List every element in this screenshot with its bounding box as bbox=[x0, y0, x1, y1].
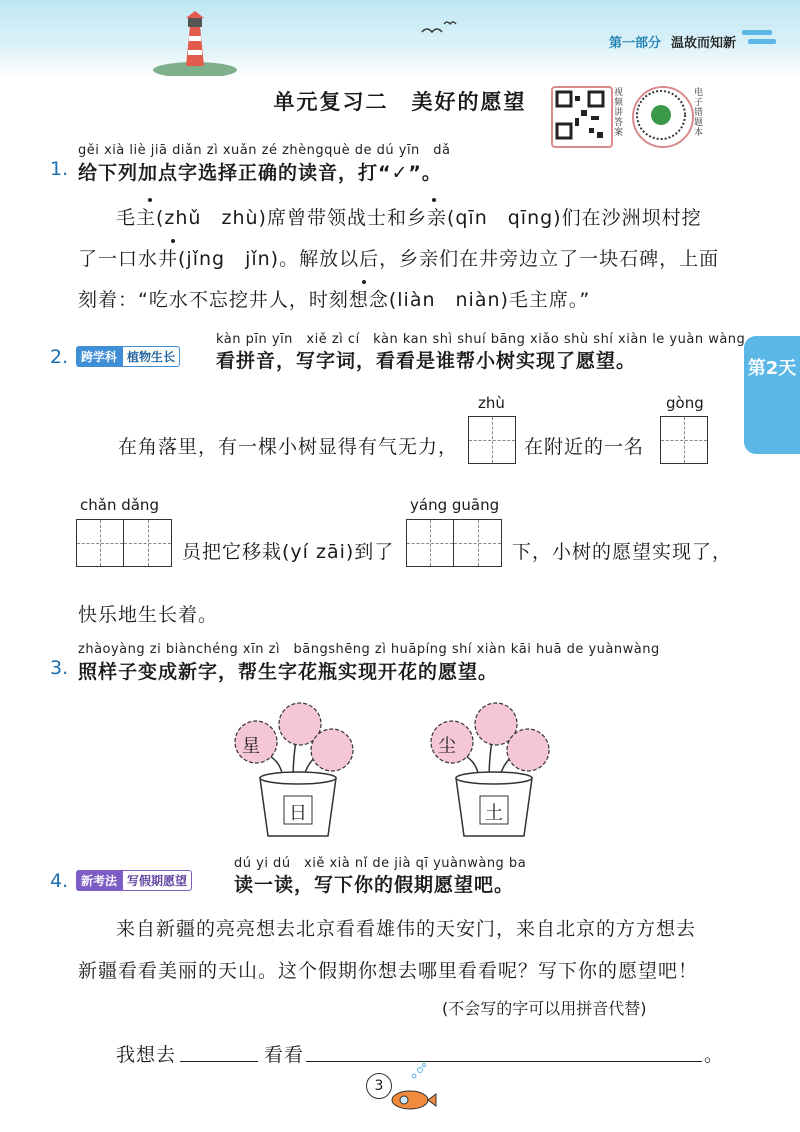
subject-tag: 植物生长 bbox=[122, 346, 180, 367]
q2-number: 2. bbox=[50, 346, 69, 368]
qr-pattern-icon bbox=[553, 88, 607, 142]
flower-char-xing: 星 bbox=[242, 736, 260, 757]
answer-line-sight[interactable] bbox=[306, 1061, 702, 1062]
q3-prompt: 照样子变成新字，帮生字花瓶实现开花的愿望。 bbox=[78, 661, 499, 683]
pot-char-tu: 土 bbox=[485, 803, 503, 824]
write-grid-yangguang[interactable] bbox=[406, 519, 502, 567]
q1-pinyin: gěi xià liè jiā diǎn zì xuǎn zé zhèngquè de dú yīn dǎ bbox=[78, 143, 451, 158]
qr-label-errors: 电子错题本 bbox=[694, 88, 704, 138]
q1-line-1: 毛主(zhǔ zhù)席曾带领战士和乡亲(qīn qīng)们在沙洲坝村挖 bbox=[116, 207, 702, 229]
page-title: 单元复习二 美好的愿望 bbox=[273, 90, 527, 114]
cross-subject-tag: 跨学科 bbox=[76, 346, 122, 367]
section-label: 第一部分 bbox=[608, 36, 661, 51]
q2-tag bbox=[76, 346, 180, 367]
bird-icon bbox=[420, 18, 460, 38]
q2-line-3: 快乐地生长着。 bbox=[78, 604, 219, 626]
q2-line-2: 员把它移栽(yí zāi)到了 bbox=[182, 541, 395, 563]
q3-pinyin: zhàoyàng zi biànchéng xīn zì bāngshēng zì huāpíng shí xiàn kāi huā de yuànwàng bbox=[78, 642, 660, 657]
day-tab: 第2天 bbox=[744, 336, 800, 454]
write-grid-zhu[interactable] bbox=[468, 416, 516, 464]
emphasis-dot bbox=[171, 239, 175, 243]
pot-char-ri: 日 bbox=[289, 803, 307, 824]
qr-code-errors[interactable] bbox=[632, 86, 694, 148]
q4-prompt: 读一读，写下你的假期愿望吧。 bbox=[234, 874, 515, 896]
write-grid-chandang[interactable] bbox=[76, 519, 172, 567]
flower-vase-1 bbox=[228, 700, 368, 840]
q2-line-1b: 在附近的一名 bbox=[524, 436, 645, 458]
answer-line-place[interactable] bbox=[180, 1061, 258, 1062]
q1-line-3: 刻着：“吃水不忘挖井人，时刻想念(liàn niàn)毛主席。” bbox=[78, 289, 591, 311]
q4-line-2: 新疆看看美丽的天山。这个假期你想去哪里看看呢？写下你的愿望吧！ bbox=[78, 960, 699, 982]
new-method-tag: 新考法 bbox=[76, 870, 122, 891]
blank-pinyin-zhu: zhù bbox=[478, 394, 505, 412]
q4-line-1: 来自新疆的亮亮想去北京看看雄伟的天安门，来自北京的方方想去 bbox=[116, 918, 697, 940]
fill-label-want-go: 我想去 bbox=[116, 1044, 177, 1066]
blank-pinyin-chandang: chǎn dǎng bbox=[80, 496, 159, 514]
page-number: 3 bbox=[366, 1073, 392, 1099]
mini-program-code-icon bbox=[634, 88, 688, 142]
header-tag bbox=[609, 32, 736, 51]
topic-tag: 写假期愿望 bbox=[122, 870, 192, 891]
emphasis-dot bbox=[432, 198, 436, 202]
flower-vase-2 bbox=[424, 700, 564, 840]
q2-prompt: 看拼音，写字词，看看是谁帮小树实现了愿望。 bbox=[216, 350, 637, 372]
blank-pinyin-gong: gòng bbox=[666, 394, 704, 412]
q2-line-2b: 下，小树的愿望实现了， bbox=[512, 541, 733, 563]
emphasis-dot bbox=[148, 198, 152, 202]
emphasis-dot bbox=[362, 280, 366, 284]
bubbles-icon bbox=[408, 1062, 428, 1082]
flower-char-chen: 尘 bbox=[438, 736, 456, 757]
q3-number: 3. bbox=[50, 657, 69, 679]
q1-prompt: 给下列加点字选择正确的读音，打“✓”。 bbox=[78, 162, 442, 184]
q2-pinyin: kàn pīn yīn xiě zì cí kàn kan shì shuí bāng xiǎo shù shí xiàn le yuàn wàng bbox=[216, 332, 746, 347]
q4-pinyin: dú yi dú xiě xià nǐ de jià qī yuànwàng ba bbox=[234, 856, 527, 871]
write-grid-gong[interactable] bbox=[660, 416, 708, 464]
qr-label-video: 视频讲答案 bbox=[614, 88, 624, 138]
submarine-icon bbox=[388, 1084, 438, 1112]
q2-line-1: 在角落里，有一棵小树显得有气无力， bbox=[118, 436, 459, 458]
q4-tag bbox=[76, 870, 192, 891]
blank-pinyin-yangguang: yáng guāng bbox=[410, 496, 500, 514]
fill-label-see: 看看 bbox=[264, 1044, 305, 1066]
lighthouse-icon bbox=[150, 8, 240, 76]
q4-number: 4. bbox=[50, 870, 69, 892]
fill-end-mark: 。 bbox=[704, 1044, 725, 1066]
logo-mark-icon bbox=[740, 28, 780, 52]
q1-number: 1. bbox=[50, 158, 69, 180]
q4-hint: (不会写的字可以用拼音代替) bbox=[442, 999, 647, 1018]
qr-code-video[interactable] bbox=[551, 86, 613, 148]
q1-line-2: 了一口水井(jǐng jǐn)。解放以后，乡亲们在井旁边立了一块石碑，上面 bbox=[78, 248, 720, 270]
motto-label: 温故而知新 bbox=[670, 36, 736, 51]
